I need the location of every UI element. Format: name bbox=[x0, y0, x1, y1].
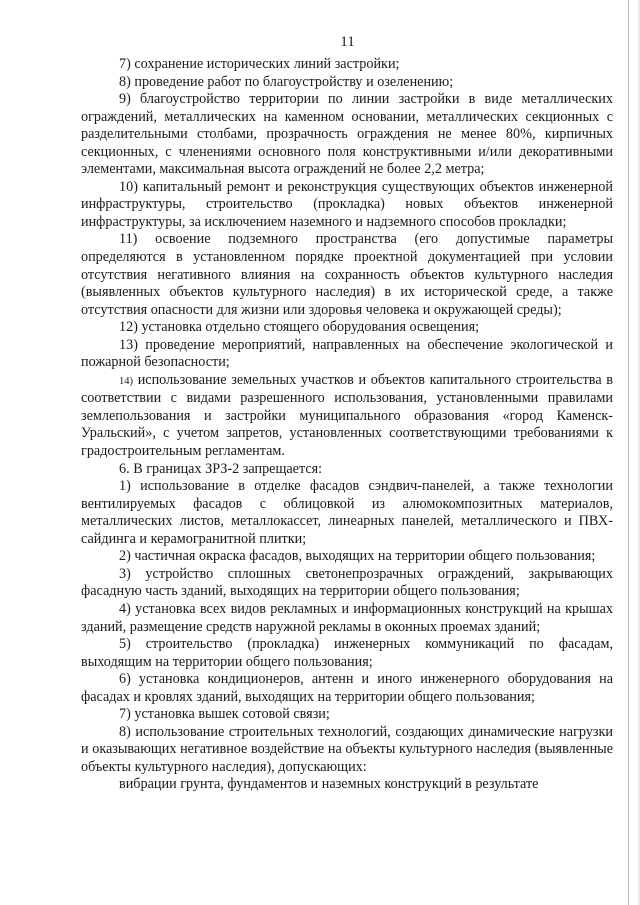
paragraph-7: 7) сохранение исторических линий застройки; bbox=[119, 56, 400, 72]
paragraph-14-text: использование земельных участков и объектов капитального строительства в соответствии с видами разрешенного использования, установленными правилами землепользования и застройки муниципального образования «город Каменск-Уральский», с учетом запретов, установленных соответствующими требованиями к градостроительным регламентам. bbox=[81, 371, 613, 460]
prohibition-3: 3) устройство сплошных светонепрозрачных ограждений, закрывающих фасадную часть зданий, выходящих на территории общего пользования; bbox=[81, 565, 613, 600]
prohibition-1: 1) использование в отделке фасадов сэндвич-панелей, а также технологии вентилируемых фасадов с облицовкой из алюмокомпозитных материалов, металлических листов, металлокассет, линеарных панелей, металлического и ПВХ-сайдинга и керамогранитной плитки; bbox=[81, 478, 613, 547]
prohibition-7: 7) установка вышек сотовой связи; bbox=[119, 706, 330, 723]
prohibition-8: 8) использование строительных технологий, создающих динамические нагрузки и оказывающих негативное воздействие на объекты культурного наследия (выявленные объекты культурного наследия), допускающих: bbox=[81, 723, 613, 775]
page-number: 11 bbox=[340, 34, 355, 50]
paragraph-8: 8) проведение работ по благоустройству и озеленению; bbox=[119, 73, 454, 90]
prohibition-6: 6) установка кондиционеров, антенн и иного инженерного оборудования на фасадах и кровлях зданий, выходящих на территории общего пользования; bbox=[81, 671, 613, 705]
prohibition-8-subitem: вибрации грунта, фундаментов и наземных конструкций в результате bbox=[119, 776, 539, 793]
document-body bbox=[81, 56, 613, 794]
paragraph-14 bbox=[81, 372, 613, 461]
section-6-heading: 6. В границах ЗРЗ-2 запрещается: bbox=[119, 460, 323, 477]
prohibition-5: 5) строительство (прокладка) инженерных коммуникаций по фасадам, выходящим на территории общего пользования; bbox=[81, 636, 613, 670]
paragraph-9: 9) благоустройство территории по линии застройки в виде металлических ограждений, металлических на каменном основании, металлических секционных с разделительными столбами, прозрачность ограждения не менее 80%, кирпичных секционных, с членениями основного поля конструктивными и/или декоративными элементами, максимальная высота ограждений не более 2,2 метра; bbox=[81, 91, 613, 178]
paragraph-12: 12) установка отдельно стоящего оборудования освещения; bbox=[119, 319, 480, 336]
paragraph-13: 13) проведение мероприятий, направленных на обеспечение экологической и пожарной безопасности; bbox=[81, 336, 613, 371]
scan-fold-line bbox=[628, 0, 629, 905]
paragraph-10: 10) капитальный ремонт и реконструкция существующих объектов инженерной инфраструктуры, строительство (прокладка) новых объектов инженерной инфраструктуры, за исключением наземного и надземного способов прокладки; bbox=[81, 178, 613, 230]
prohibition-4: 4) установка всех видов рекламных и информационных конструкций на крышах зданий, размещение средств наружной рекламы в оконных проемах зданий; bbox=[81, 600, 613, 635]
item-14-number: 14) bbox=[119, 375, 133, 387]
prohibition-2: 2) частичная окраска фасадов, выходящих на территории общего пользования; bbox=[119, 548, 596, 565]
paragraph-11: 11) освоение подземного пространства (его допустимые параметры определяются в установленном порядке проектной документацией при условии отсутствия негативного влияния на сохранность объектов культурного наследия (выявленных объектов культурного наследия) в их исторической среде, а также отсутствия опасности для жизни или здоровья человека и окружающей среды); bbox=[81, 231, 613, 318]
